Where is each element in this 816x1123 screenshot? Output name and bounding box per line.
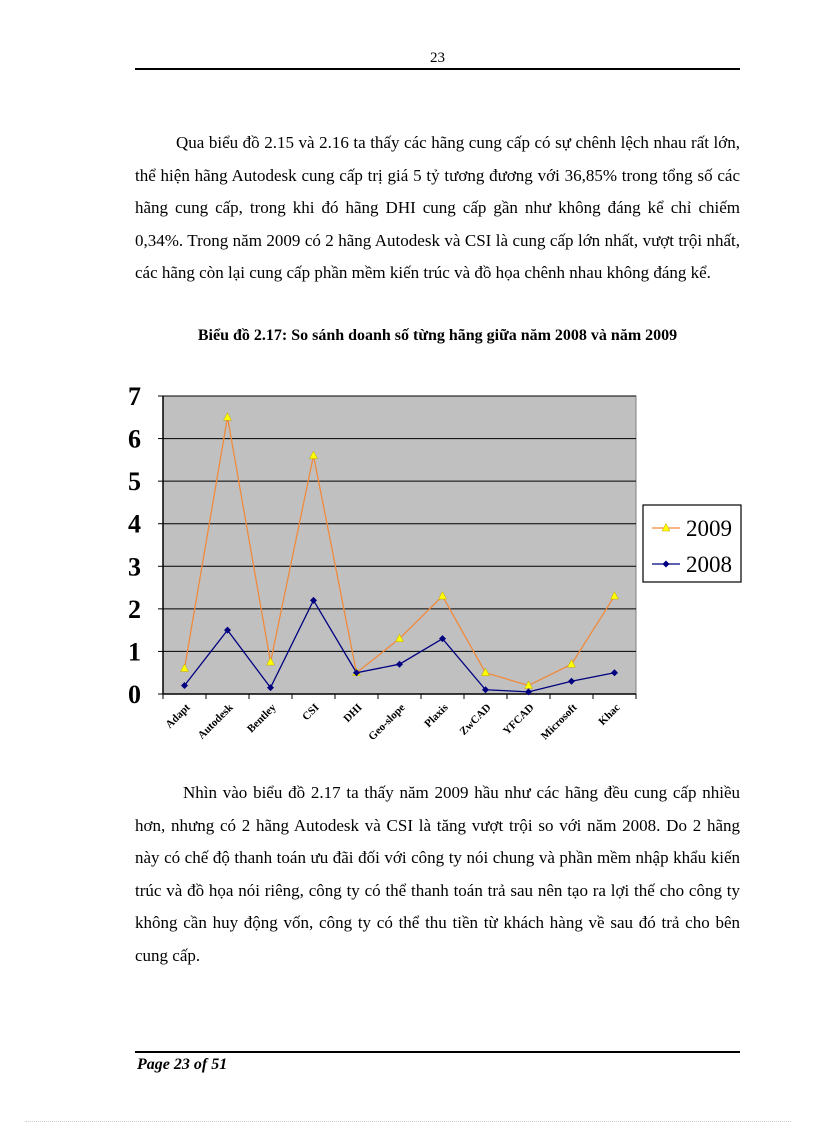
x-tick-label: Khac (596, 701, 623, 728)
legend-label-2009: 2009 (686, 516, 732, 541)
y-tick-label: 3 (128, 552, 141, 582)
plot-area (163, 396, 636, 694)
x-tick-label: Adapt (163, 701, 193, 731)
chart-caption: Biểu đồ 2.17: So sánh doanh số từng hãng giữa năm 2008 và năm 2009 (197, 327, 678, 344)
x-tick-label: Bentley (245, 701, 279, 736)
x-tick-label: Microsoft (538, 701, 580, 743)
x-tick-label: Autodesk (195, 701, 236, 742)
footer-page-label: Page 23 of 51 (137, 1056, 228, 1073)
x-tick-label: YFCAD (500, 701, 537, 738)
page-edge (25, 1121, 791, 1122)
y-tick-label: 2 (128, 594, 141, 624)
x-tick-label: ZwCAD (457, 701, 494, 738)
x-tick-label: CSI (300, 701, 322, 724)
x-tick-label: Plaxis (422, 701, 451, 731)
y-tick-label: 4 (128, 509, 141, 539)
legend-label-2008: 2008 (686, 552, 732, 577)
y-tick-label: 1 (128, 637, 141, 667)
x-tick-label: DHI (341, 701, 365, 725)
y-tick-label: 6 (128, 424, 141, 454)
y-tick-label: 5 (128, 467, 141, 497)
body-paragraph-1: Qua biểu đồ 2.15 và 2.16 ta thấy các hãng cung cấp có sự chênh lệch nhau rất lớn, thể hiện hãng Autodesk cung cấp trị giá 5 tỷ tương đương với 36,85% trong tổng số các hãng cung cấp, trong khi đó hãng DHI cung cấp gần như không đáng kể chỉ chiếm 0,34%. Trong năm 2009 có 2 hãng Autodesk và CSI là cung cấp lớn nhất, vượt trội nhất, các hãng còn lại cung cấp phần mềm kiến trúc và đồ họa chênh nhau không đáng kể. (135, 133, 740, 283)
footer-divider (135, 1051, 740, 1053)
body-paragraph-2: Nhìn vào biểu đồ 2.17 ta thấy năm 2009 hầu như các hãng đều cung cấp nhiều hơn, nhưng có 2 hãng Autodesk và CSI là tăng vượt trội so với năm 2008. Do 2 hãng này có chế độ thanh toán ưu đãi đối với công ty nói chung và phần mềm nhập khẩu kiến trúc và đồ họa nói riêng, công ty có thể thanh toán trả sau nên tạo ra lợi thế cho công ty không cần huy động vốn, công ty có thể thu tiền từ khách hàng về sau đó trả cho bên cung cấp. (135, 783, 740, 965)
y-tick-label: 7 (128, 382, 141, 411)
page-number: 23 (430, 50, 445, 66)
y-tick-label: 0 (128, 680, 141, 709)
x-tick-label: Geo-slope (366, 701, 408, 743)
